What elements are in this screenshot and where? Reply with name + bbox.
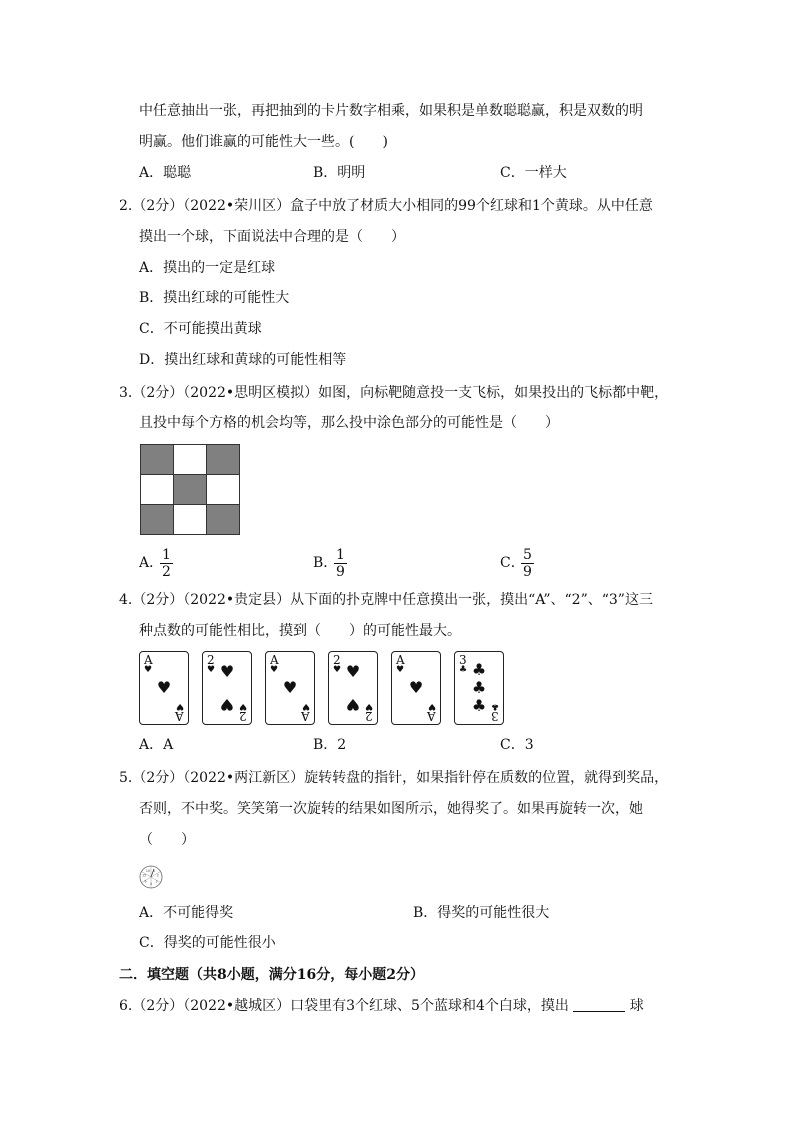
playing-card (391, 651, 441, 725)
grid-cell-blank (174, 505, 207, 535)
q4-option-b: B．2 (313, 737, 347, 753)
q3-line2: 且投中每个方格的机会均等，那么投中涂色部分的可能性是（ ） (139, 415, 559, 431)
grid-cell-shaded (207, 505, 240, 535)
grid-cell-shaded (141, 445, 174, 475)
heart-icon: ♥ (345, 662, 361, 681)
playing-card (328, 651, 378, 725)
q1-option-a: A．聪聪 (139, 165, 192, 181)
card-rank: A (270, 653, 279, 667)
q4-line1: 4.（2分）（2022•贵定县）从下面的扑克牌中任意摸出一张，摸出“A”、“2”、“3”这三 (119, 592, 653, 608)
q1-option-b: B．明明 (313, 165, 366, 181)
card-suit-small-icon: ♥ (427, 701, 436, 711)
card-suit-small-icon: ♥ (333, 665, 342, 675)
card-rank: A (396, 653, 405, 667)
playing-card (265, 651, 315, 725)
card-suit-small-icon: ♣ (459, 665, 468, 675)
heart-icon: ♥ (219, 695, 235, 714)
q2-line1: 2.（2分）（2022•荣川区）盒子中放了材质大小相同的99个红球和1个黄球。从中任意 (119, 198, 653, 214)
q5-line2: 否则，不中奖。笑笑第一次旋转的结果如图所示，她得奖了。如果再旋转一次，她 (139, 801, 643, 817)
grid-cell-blank (207, 475, 240, 505)
q3-option-a-fraction (160, 547, 173, 580)
card-rank: 2 (207, 653, 215, 667)
fraction-numerator: 1 (336, 547, 345, 563)
club-icon: ♣ (471, 678, 487, 697)
club-icon: ♣ (471, 660, 487, 679)
target-grid (140, 444, 240, 535)
q5-line3: （ ） (139, 832, 195, 848)
q4-option-c: C．3 (500, 737, 534, 753)
card-rank: 3 (491, 709, 499, 723)
heart-icon: ♥ (282, 678, 298, 697)
playing-card (202, 651, 252, 725)
q2-option-a: A．摸出的一定是红球 (139, 260, 276, 276)
card-rank: 2 (333, 653, 341, 667)
card-rank: A (175, 709, 184, 723)
spinner-number: 6 (144, 879, 147, 884)
card-suit-small-icon: ♥ (144, 665, 153, 675)
answer-blank[interactable] (573, 997, 625, 1012)
card-suit-small-icon: ♥ (396, 665, 405, 675)
fraction-numerator: 1 (162, 547, 171, 563)
q3-option-b-label: B． (313, 555, 338, 571)
q3-line1: 3.（2分）（2022•思明区模拟）如图，向标靶随意投一支飞标，如果投出的飞标都中靶， (119, 385, 669, 401)
fraction-numerator: 5 (523, 547, 532, 563)
card-suit-small-icon: ♥ (364, 701, 373, 711)
card-suit-small-icon: ♥ (207, 665, 216, 675)
heart-icon: ♥ (219, 662, 235, 681)
playing-card (139, 651, 189, 725)
q2-option-c: C．不可能摸出黄球 (139, 321, 262, 337)
spinner-number: 4 (149, 882, 153, 887)
card-rank: 2 (365, 709, 373, 723)
grid-cell-shaded (141, 505, 174, 535)
spinner-wheel (139, 865, 163, 889)
card-suit-small-icon: ♣ (490, 701, 499, 711)
spinner-number: 15 (142, 873, 147, 878)
q6-text-tail: 球 (629, 998, 644, 1014)
q1-line1: 中任意抽出一张，再把抽到的卡片数字相乘，如果积是单数聪聪赢，积是双数的明 (139, 103, 643, 119)
q2-line2: 摸出一个球，下面说法中合理的是（ ） (139, 229, 405, 245)
q5-option-a: A．不可能得奖 (139, 905, 234, 921)
spinner-number: 3 (155, 879, 158, 884)
section-title-fill-blank: 二．填空题（共8小题，满分16分，每小题2分） (119, 967, 424, 983)
heart-icon: ♥ (408, 678, 424, 697)
card-suit-small-icon: ♥ (238, 701, 247, 711)
q4-option-a: A．A (139, 737, 174, 753)
heart-icon: ♥ (345, 695, 361, 714)
q2-option-d: D．摸出红球和黄球的可能性相等 (139, 352, 347, 368)
q6-text: 6.（2分）（2022•越城区）口袋里有3个红球、5个蓝球和4个白球，摸出 (119, 998, 569, 1014)
q4-line2: 种点数的可能性相比，摸到（ ）的可能性最大。 (139, 623, 461, 639)
card-rank: A (144, 653, 153, 667)
card-suit-small-icon: ♥ (270, 665, 279, 675)
q5-option-b: B．得奖的可能性很大 (413, 905, 550, 921)
fraction-denominator: 9 (523, 564, 532, 580)
q3-option-a-label: A． (139, 555, 164, 571)
spinner-number: 10 (145, 868, 150, 873)
q3-option-c-fraction (521, 547, 534, 580)
q1-option-c: C．一样大 (500, 165, 567, 181)
card-suit-small-icon: ♥ (175, 701, 184, 711)
q5-line1: 5.（2分）（2022•两江新区）旋转转盘的指针，如果指针停在质数的位置，就得到奖品， (119, 770, 669, 786)
card-rank: A (301, 709, 310, 723)
q2-option-b: B．摸出红球的可能性大 (139, 290, 290, 306)
playing-card (454, 651, 504, 725)
club-icon: ♣ (471, 696, 487, 715)
grid-cell-blank (174, 445, 207, 475)
card-rank: 2 (239, 709, 247, 723)
spinner-number: 2 (156, 873, 159, 878)
q6-line1 (119, 996, 644, 1016)
grid-cell-blank (141, 475, 174, 505)
card-suit-small-icon: ♥ (301, 701, 310, 711)
card-rank: 3 (459, 653, 467, 667)
spinner-number: 1 (153, 868, 156, 873)
grid-cell-shaded (207, 445, 240, 475)
q5-option-c: C．得奖的可能性很小 (139, 935, 276, 951)
fraction-denominator: 2 (162, 564, 171, 580)
q3-option-c-label: C． (500, 555, 525, 571)
q3-option-b-fraction (334, 547, 347, 580)
heart-icon: ♥ (156, 678, 172, 697)
card-rank: A (427, 709, 436, 723)
grid-cell-shaded (174, 475, 207, 505)
fraction-denominator: 9 (336, 564, 345, 580)
q1-line2: 明赢。他们谁赢的可能性大一些。( ) (139, 134, 388, 150)
